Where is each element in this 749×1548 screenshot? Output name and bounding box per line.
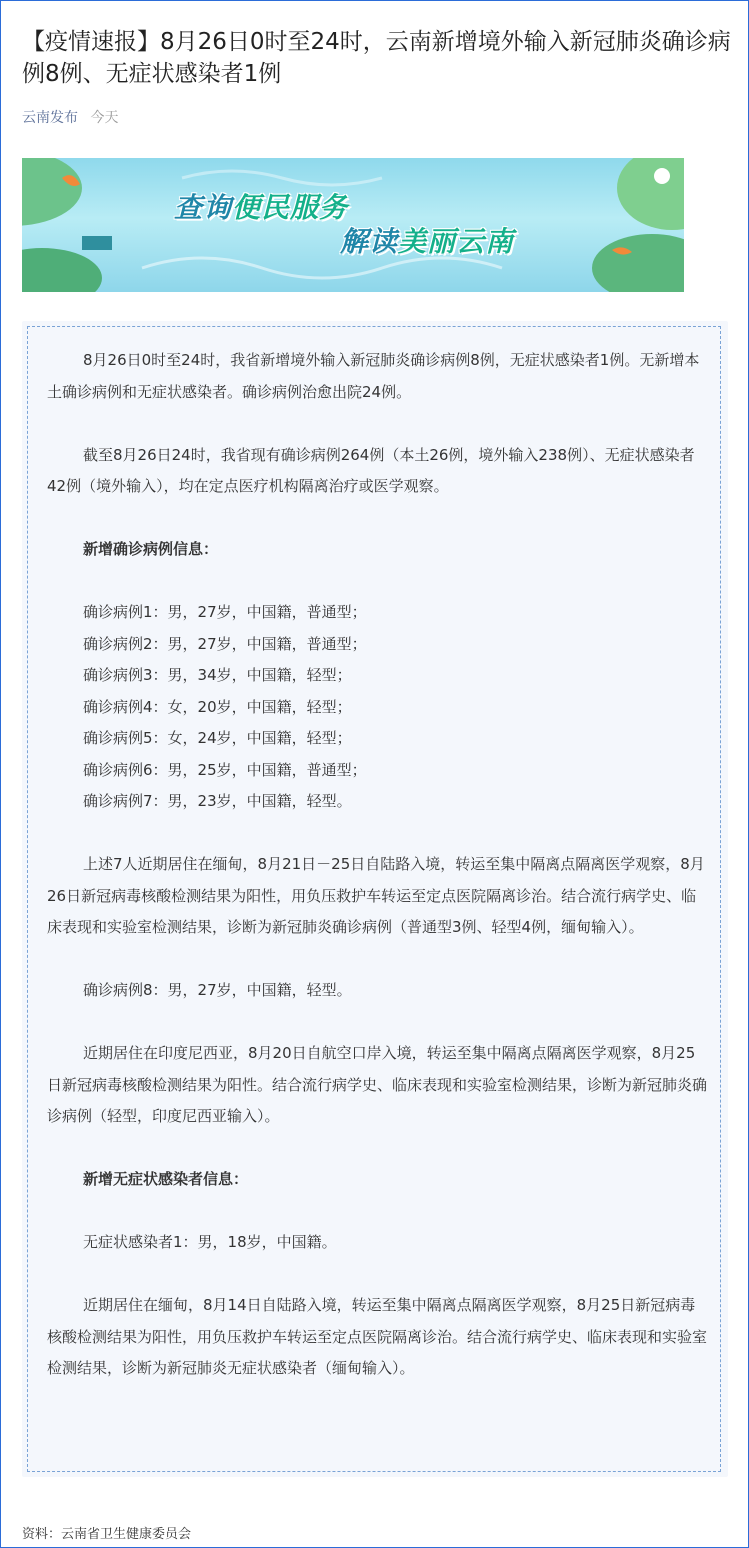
- publish-time: 今天: [90, 110, 119, 126]
- paragraph-case-8-details: 近期居住在印度尼西亚，8月20日自航空口岸入境，转运至集中隔离点隔离医学观察，8月25日新冠病毒核酸检测结果为阳性。结合流行病学史、临床表现和实验室检测结果，诊断为新冠肺炎确诊病例（轻型，印度尼西亚输入）。: [47, 1044, 708, 1125]
- list-item: 确诊病例8：男，27岁，中国籍，轻型。: [83, 981, 352, 999]
- banner-image[interactable]: [22, 158, 684, 292]
- source-credit: 资料：云南省卫生健康委员会: [22, 1527, 192, 1542]
- list-item: 确诊病例3：男，34岁，中国籍，轻型；: [83, 666, 352, 684]
- list-item: 确诊病例7：男，23岁，中国籍，轻型。: [83, 792, 352, 810]
- section-heading-asymptomatic: 新增无症状感染者信息：: [83, 1170, 249, 1188]
- paragraph-asymptomatic-details: 近期居住在缅甸，8月14日自陆路入境，转运至集中隔离点隔离医学观察，8月25日新冠病毒核酸检测结果为阳性，用负压救护车转运至定点医院隔离诊治。结合流行病学史、临床表现和实验室检测结果，诊断为新冠肺炎无症状感染者（缅甸输入）。: [47, 1296, 708, 1377]
- list-item: 确诊病例4：女，20岁，中国籍，轻型；: [83, 697, 352, 716]
- paragraph-current-cases: 截至8月26日24时，我省现有确诊病例264例（本土26例，境外输入238例）、无症状感染者42例（境外输入），均在定点医疗机构隔离治疗或医学观察。: [47, 445, 695, 495]
- banner-slogan-2: 解读美丽云南: [340, 225, 515, 258]
- list-item: 确诊病例6：男，25岁，中国籍，普通型；: [83, 760, 367, 779]
- paragraph-cases-1-7-details: 上述7人近期居住在缅甸，8月21日－25日自陆路入境，转运至集中隔离点隔离医学观察，8月26日新冠病毒核酸检测结果为阳性，用负压救护车转运至定点医院隔离诊治。结合流行病学史、临床表现和实验室检测结果，诊断为新冠肺炎确诊病例（普通型3例、轻型4例，缅甸输入）。: [47, 855, 705, 936]
- list-item: 确诊病例1：男，27岁，中国籍，普通型；: [83, 603, 367, 621]
- banner-slogan-1: 查询便民服务: [174, 191, 349, 224]
- paragraph-summary: 8月26日0时至24时，我省新增境外输入新冠肺炎确诊病例8例，无症状感染者1例。无新增本土确诊病例和无症状感染者。确诊病例治愈出院24例。: [47, 351, 700, 401]
- article-body: [47, 345, 707, 1385]
- article-title: 【疫情速报】8月26日0时至24时，云南新增境外输入新冠肺炎确诊病例8例、无症状感染者1例: [22, 29, 731, 87]
- section-heading-new-cases: 新增确诊病例信息：: [83, 540, 219, 558]
- account-name-link[interactable]: 云南发布: [22, 110, 78, 126]
- article-meta: [22, 107, 118, 127]
- list-item: 确诊病例5：女，24岁，中国籍，轻型；: [83, 729, 352, 747]
- list-item: 确诊病例2：男，27岁，中国籍，普通型；: [83, 634, 367, 653]
- list-item: 无症状感染者1：男，18岁，中国籍。: [83, 1233, 337, 1251]
